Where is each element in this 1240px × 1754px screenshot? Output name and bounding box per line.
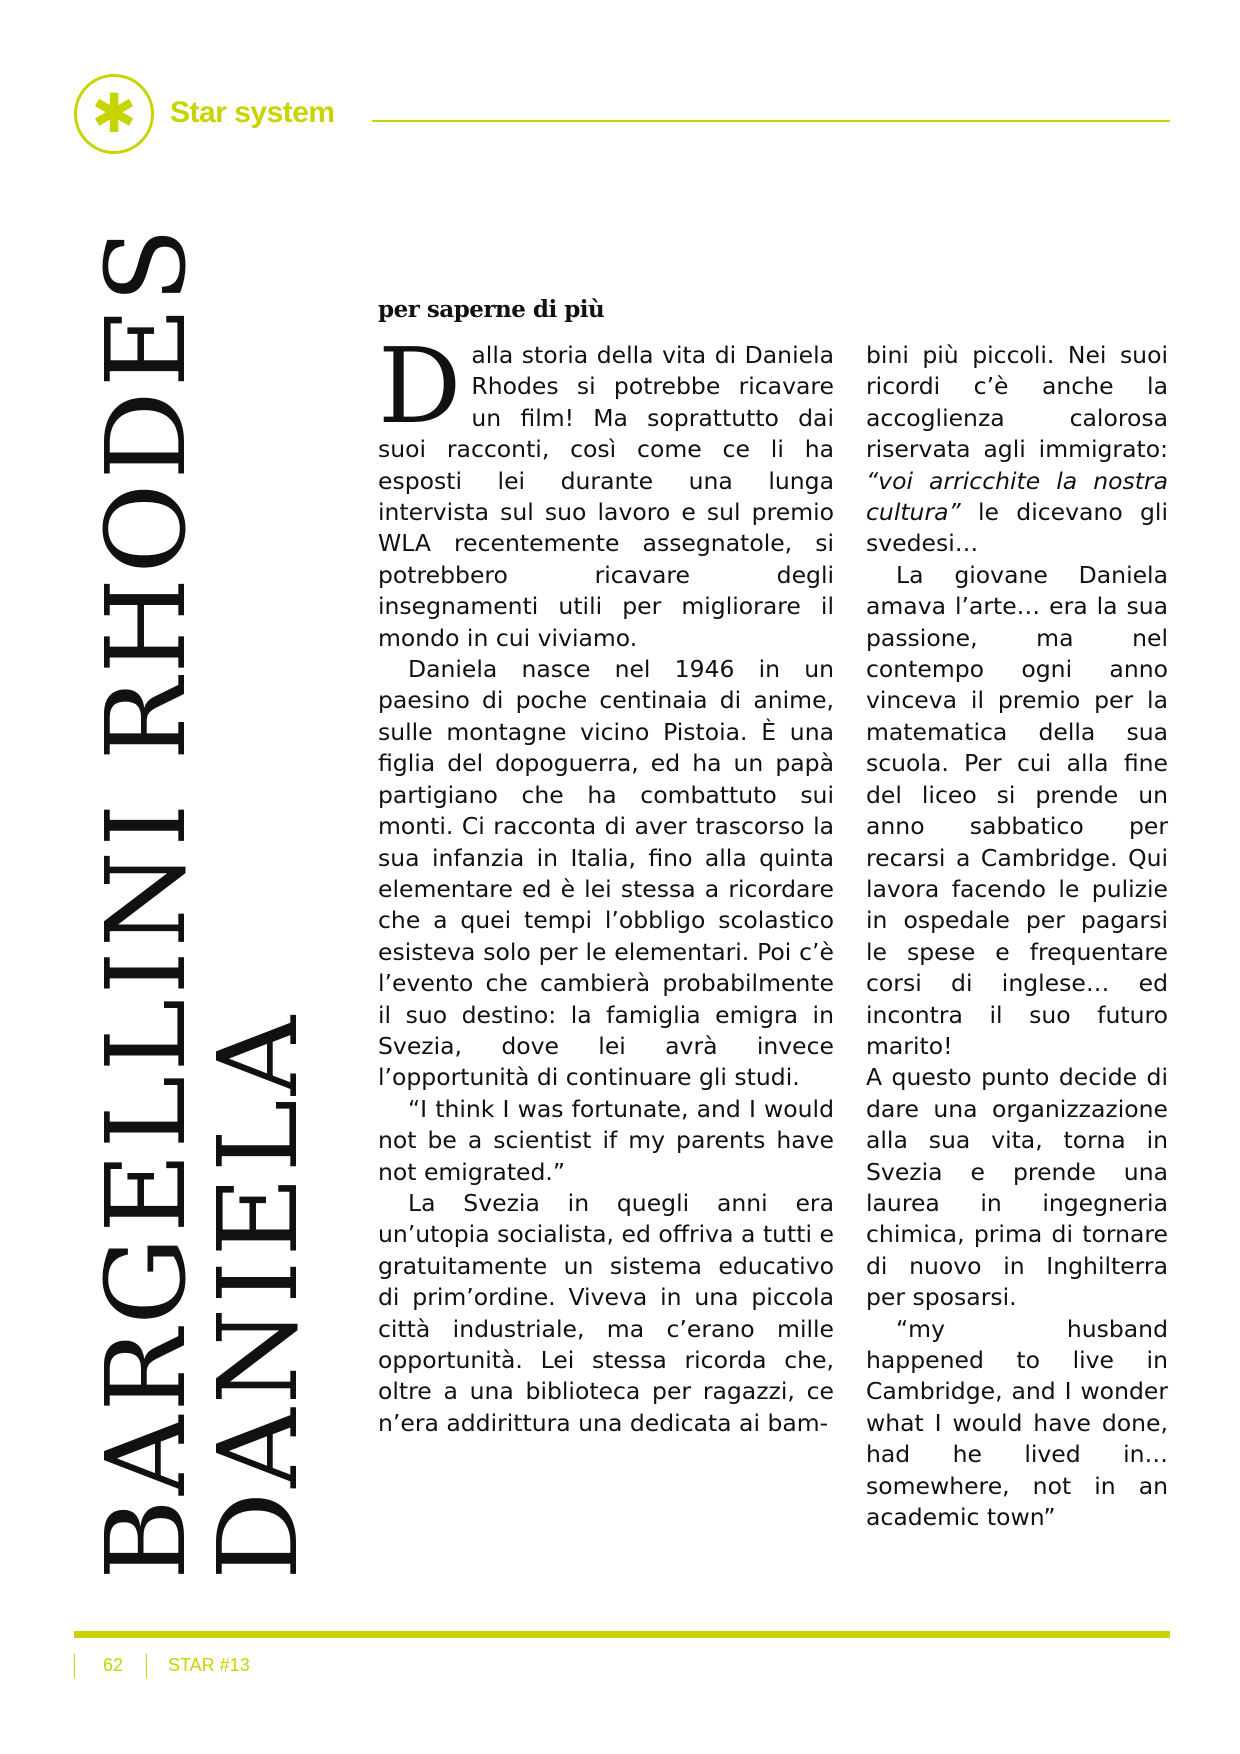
paragraph-text: bini più piccoli. Nei suoi ricordi c’è anche la accoglienza calorosa riservata agli immigrato: bbox=[866, 341, 1168, 464]
issue-label: STAR #13 bbox=[168, 1655, 250, 1675]
article-kicker: per saperne di più bbox=[378, 296, 605, 323]
paragraph: Daniela nasce nel 1946 in un paesino di poche centinaia di anime, sulle montagne vicino Pistoia. È una figlia del dopoguerra, ed ha un papà partigiano che ha combattuto sui monti. Ci racconta di aver trascorso la sua infanzia in Italia, fino alla quinta elementare ed è lei stessa a ricordare che a quei tempi l’obbligo scolastico esisteva solo per le elementari. Poi c’è l’evento che cambierà probabilmente il suo destino: la famiglia emigra in Svezia, dove lei avrà invece l’opportunità di continuare gli studi. bbox=[378, 655, 834, 1092]
asterisk-icon: ✱ bbox=[91, 82, 137, 145]
article-column-1 bbox=[378, 325, 834, 1439]
title-line-2: DANIELA bbox=[194, 1011, 322, 1580]
header-divider bbox=[372, 120, 1170, 122]
footer-divider bbox=[74, 1631, 1170, 1638]
paragraph: La Svezia in quegli anni era un’utopia socialista, ed offriva a tutti e gratuitamente un sistema educativo di prim’ordine. Viveva in una piccola città industriale, ma c’erano mille opportunità. Lei stessa ricorda che, oltre a una biblioteca per ragazzi, ce n’era addirittura una dedicata ai bam- bbox=[378, 1188, 834, 1437]
paragraph-text: le dicevano gli svedesi… bbox=[866, 498, 1168, 558]
title-line-1: BARGELLINI RHODES bbox=[82, 223, 210, 1580]
paragraph bbox=[378, 325, 834, 654]
article-title bbox=[82, 223, 322, 1580]
page-number: 62 bbox=[103, 1655, 124, 1675]
quote-paragraph: “my husband happened to live in Cambridge, and I wonder what I would have done, had he lived in… somewhere, not in an academic town” bbox=[866, 1314, 1168, 1532]
section-label: Star system bbox=[170, 96, 335, 129]
drop-cap: D bbox=[378, 325, 462, 447]
paragraph-text: alla storia della vita di Daniela Rhodes si potrebbe ricavare un film! Ma soprattutto dai suoi racconti, così come ce li ha esposti lei durante una lunga intervista sul suo lavoro e sul premio WLA recentemente assegnatole, si potrebbero ricavare degli insegnamenti utili per migliorare il mondo in cui viviamo. bbox=[378, 341, 834, 652]
paragraph: A questo punto decide di dare una organizzazione alla sua vita, torna in Svezia e prende una laurea in ingegneria chimica, prima di tornare di nuovo in Inghilterra per sposarsi. bbox=[866, 1063, 1168, 1312]
section-badge bbox=[74, 74, 154, 154]
article-column-2 bbox=[866, 340, 1168, 1533]
paragraph: La giovane Daniela amava l’arte… era la sua passione, ma nel contempo ogni anno vinceva il premio per la matematica della sua scuola. Per cui alla fine del liceo si prende un anno sabbatico per recarsi a Cambridge. Qui lavora facendo le pulizie in ospedale per pagarsi le spese e frequentare corsi di inglese… ed incontra il suo futuro marito! bbox=[866, 560, 1168, 1060]
inline-quote: “voi arricchite la nostra cultura” bbox=[866, 466, 1168, 527]
paragraph bbox=[866, 340, 1168, 560]
footer-separator bbox=[74, 1654, 75, 1678]
footer-separator bbox=[146, 1654, 147, 1678]
quote-paragraph: “I think I was fortunate, and I would not be a scientist if my parents have not emigrated.” bbox=[378, 1094, 834, 1186]
